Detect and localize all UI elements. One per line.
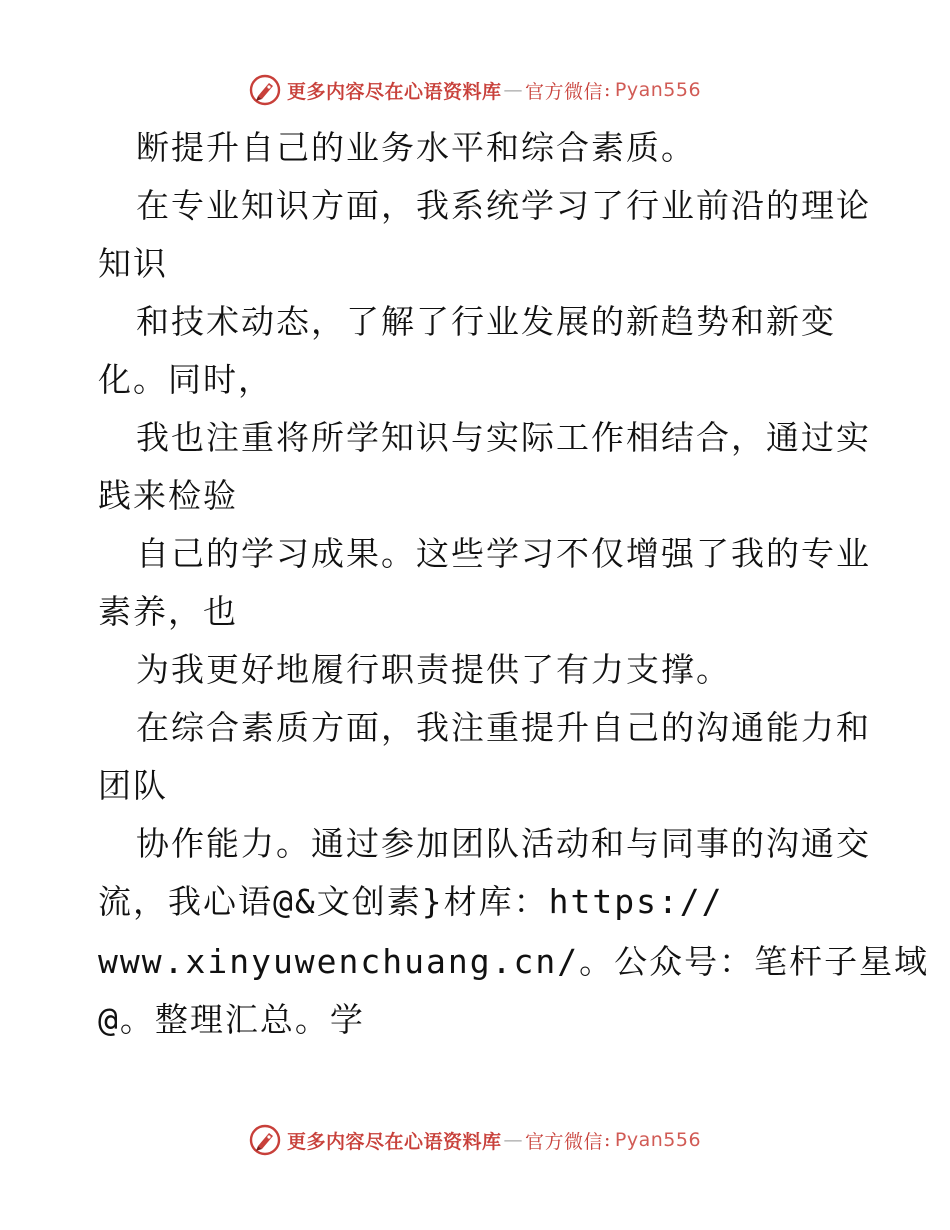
header-wechat-label: 官方微信: [524, 80, 603, 103]
body-line: 践来检验: [98, 476, 238, 515]
body-line: 协作能力。通过参加团队活动和与同事的沟通交: [136, 824, 871, 863]
footer-brand-text: 更多内容尽在心语资料库: [286, 1130, 502, 1153]
body-line: 知识: [98, 244, 168, 283]
body-line: 在综合素质方面，我注重提升自己的沟通能力和: [136, 708, 871, 747]
body-line: 断提升自己的业务水平和综合素质。: [136, 128, 696, 167]
body-line: 为我更好地履行职责提供了有力支撑。: [136, 650, 731, 689]
header-colon: :: [603, 79, 611, 101]
footer-wechat-label: 官方微信: [524, 1130, 603, 1153]
header-brand-text: 更多内容尽在心语资料库: [286, 80, 502, 103]
body-line: 自己的学习成果。这些学习不仅增强了我的专业: [136, 534, 871, 573]
header-separator: —: [503, 79, 523, 101]
body-line: www.xinyuwenchuang.cn/。公众号：笔杆子星域: [98, 942, 930, 981]
footer-separator: —: [503, 1129, 523, 1151]
pen-nib-logo-icon: [249, 1124, 281, 1156]
body-line: 在专业知识方面，我系统学习了行业前沿的理论: [136, 186, 871, 225]
footer-banner: [0, 1120, 950, 1160]
body-line: 素养，也: [98, 592, 238, 631]
body-line: 和技术动态，了解了行业发展的新趋势和新变: [136, 302, 836, 341]
body-line: 我也注重将所学知识与实际工作相结合，通过实: [136, 418, 871, 457]
footer-wechat-id: Pyan556: [614, 1129, 702, 1151]
body-line: 团队: [98, 766, 168, 805]
header-wechat-id: Pyan556: [614, 79, 702, 101]
body-line: 化。同时，: [98, 360, 273, 399]
body-line: @。整理汇总。学: [98, 1000, 365, 1039]
body-line: 流，我心语@&文创素}材库：https://: [98, 882, 724, 921]
footer-colon: :: [603, 1129, 611, 1151]
